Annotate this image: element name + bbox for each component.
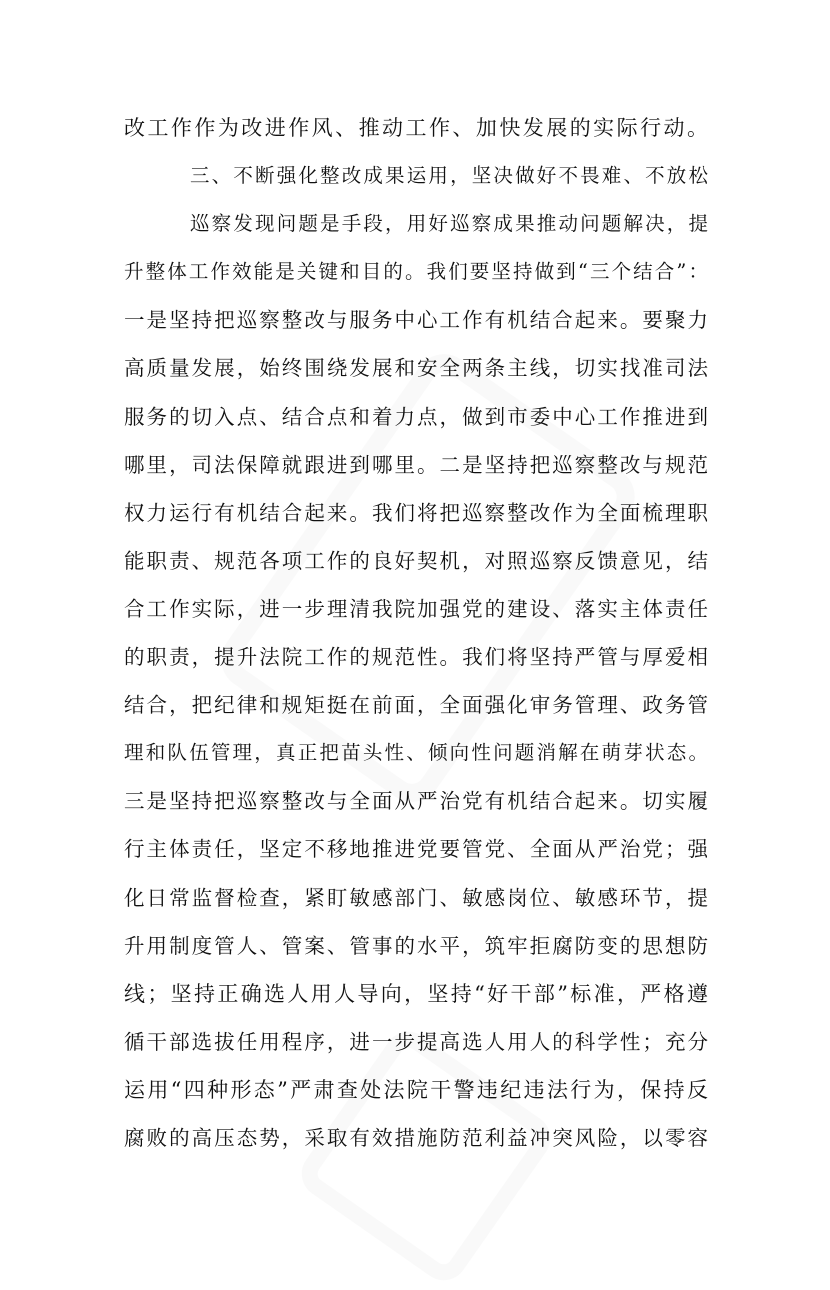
text-line: 升整体工作效能是关键和目的。我们要坚持做到“三个结合”：	[124, 260, 710, 284]
text-line: 行主体责任，坚定不移地推进党要管党、全面从严治党；强	[124, 837, 710, 862]
text-line: 运用“四种形态”严肃查处法院干警违纪违法行为，保持反	[124, 1077, 710, 1102]
text-line: 理和队伍管理，真正把苗头性、倾向性问题消解在萌芽状态。	[124, 741, 710, 765]
text-line: 高质量发展，始终围绕发展和安全两条主线，切实找准司法	[124, 356, 710, 381]
text-line: 哪里，司法保障就跟进到哪里。二是坚持把巡察整改与规范	[124, 452, 710, 477]
text-line: 结合，把纪律和规矩挺在前面，全面强化审务管理、政务管	[124, 693, 710, 718]
text-line: 一是坚持把巡察整改与服务中心工作有机结合起来。要聚力	[124, 308, 710, 333]
text-line: 合工作实际，进一步理清我院加强党的建设、落实主体责任	[124, 596, 710, 621]
text-line: 巡察发现问题是手段，用好巡察成果推动问题解决，提	[190, 212, 710, 236]
text-line: 三、不断强化整改成果运用，坚决做好不畏难、不放松	[190, 164, 710, 188]
text-line: 循干部选拔任用程序，进一步提高选人用人的科学性；充分	[124, 1029, 710, 1054]
text-line: 腐败的高压态势，采取有效措施防范利益冲突风险，以零容	[124, 1125, 710, 1150]
text-line: 化日常监督检查，紧盯敏感部门、敏感岗位、敏感环节，提	[124, 885, 710, 910]
text-line: 的职责，提升法院工作的规范性。我们将坚持严管与厚爱相	[124, 645, 710, 670]
text-line: 服务的切入点、结合点和着力点，做到市委中心工作推进到	[124, 404, 710, 429]
text-line: 三是坚持把巡察整改与全面从严治党有机结合起来。切实履	[124, 789, 710, 814]
text-line: 升用制度管人、管案、管事的水平，筑牢拒腐防变的思想防	[124, 933, 710, 958]
text-line: 能职责、规范各项工作的良好契机，对照巡察反馈意见，结	[124, 548, 710, 573]
text-line: 线；坚持正确选人用人导向，坚持“好干部”标准，严格遵	[124, 981, 710, 1006]
text-line: 权力运行有机结合起来。我们将把巡察整改作为全面梳理职	[124, 500, 710, 525]
document-body	[124, 104, 710, 1162]
text-line: 改工作作为改进作风、推动工作、加快发展的实际行动。	[124, 116, 710, 140]
